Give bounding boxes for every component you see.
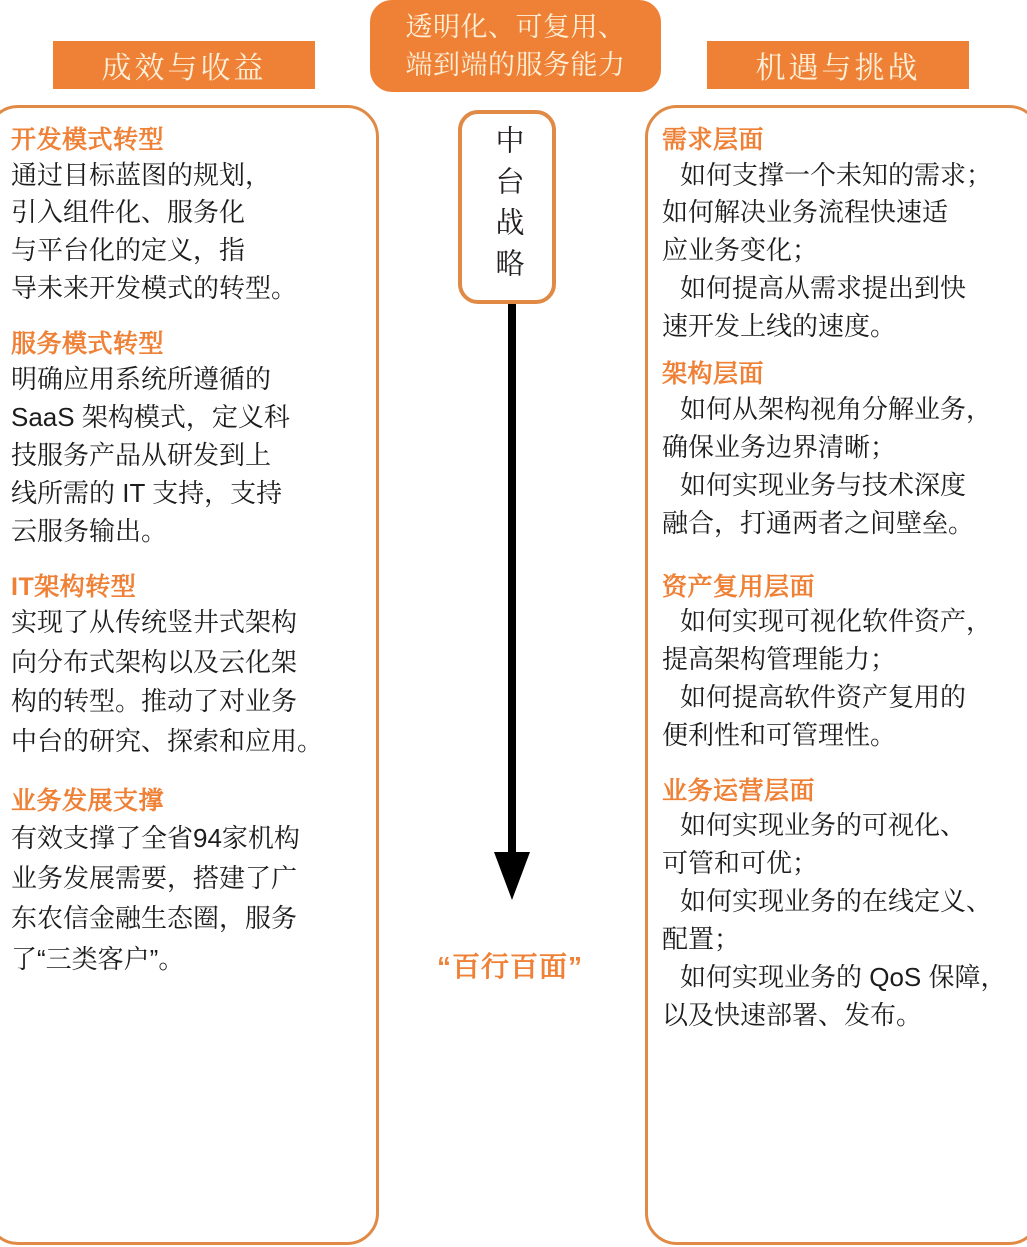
section-body [11,157,364,309]
section-title: 业务发展支撑 [11,787,165,816]
header-banner-right-label: 机遇与挑战 [755,52,921,85]
body-line: 如何实现业务的可视化、 [680,810,967,841]
section-body [662,807,1026,1035]
header-banner-left [53,41,315,89]
body-line: 可管和可优； [662,848,819,879]
tagline: “百行百面” [436,951,583,982]
body-line: 与平台化的定义，指 [11,235,246,266]
body-line: 业务发展需要，搭建了广 [11,862,298,893]
panel-opportunities-challenges [645,105,1027,1245]
section-asset-reuse-level [662,573,1026,755]
body-line: 如何实现可视化软件资产， [680,606,993,637]
section-it-architecture-transformation [11,573,364,762]
section-title: 开发模式转型 [11,126,165,154]
body-line: 以及快速部署、发布。 [662,1000,923,1031]
body-line: 如何实现业务的在线定义、 [680,886,993,917]
body-line: 如何从架构视角分解业务， [680,393,993,424]
section-body [662,157,1026,347]
header-banner-center-line2: 端到端的服务能力 [405,50,626,80]
body-line: 线所需的 IT 支持，支持 [11,477,283,508]
panel-benefits [0,105,379,1245]
body-line: 实现了从传统竖井式架构 [11,607,298,638]
body-line: 速开发上线的速度。 [662,311,897,342]
body-line: 如何解决业务流程快速适 [662,197,949,228]
body-line: 云服务输出。 [11,515,168,546]
body-line: 构的转型。推动了对业务 [11,686,298,717]
body-line: 有效支撑了全省94家机构 [11,822,300,853]
section-title: 资产复用层面 [662,572,816,601]
section-demand-level [662,126,1026,346]
section-title: 服务模式转型 [11,330,165,359]
section-title: 业务运营层面 [662,776,816,805]
section-architecture-level [662,360,1026,542]
body-line: 引入组件化、服务化 [11,197,246,228]
section-title: 架构层面 [662,360,765,389]
header-banner-left-label: 成效与收益 [101,52,267,85]
body-line: SaaS 架构模式，定义科 [11,401,290,432]
header-banner-center-line1: 透明化、可复用、 [405,11,626,42]
body-line: 便利性和可管理性。 [662,719,897,750]
section-business-operation-level [662,777,1026,1035]
body-line: 如何支撑一个未知的需求； [680,159,993,190]
section-service-mode-transformation [11,330,364,550]
strategy-box-label: 中台战略 [491,125,524,289]
section-body [662,603,1026,755]
body-line: 如何实现业务的 QoS 保障， [680,962,1007,993]
body-line: 技服务产品从研发到上 [11,439,272,470]
strategy-box [458,110,556,304]
body-line: 如何提高软件资产复用的 [680,681,967,712]
body-line: 中台的研究、探索和应用。 [11,725,324,756]
section-body [11,818,364,979]
body-line: 向分布式架构以及云化架 [11,646,298,677]
body-line: 通过目标蓝图的规划， [11,159,272,190]
body-line: 提高架构管理能力； [662,644,897,675]
body-line: 确保业务边界清晰； [662,431,897,462]
body-line: 东农信金融生态圈，服务 [11,903,298,934]
body-line: 融合，打通两者之间壁垒。 [662,507,975,538]
body-line: 配置； [662,924,741,955]
section-title: IT架构转型 [11,572,137,601]
header-banner-right [707,41,969,89]
section-body [11,603,364,761]
header-banner-center [370,0,661,92]
section-dev-mode-transformation [11,126,364,308]
section-body [662,391,1026,543]
body-line: 如何实现业务与技术深度 [680,469,967,500]
section-body [11,361,364,551]
body-line: 应业务变化； [662,235,819,266]
body-line: 明确应用系统所遵循的 [11,363,272,394]
down-arrow-icon [490,304,534,904]
section-title: 需求层面 [662,126,765,154]
section-business-development-support [11,787,364,979]
body-line: 如何提高从需求提出到快 [680,273,967,304]
body-line: 了“三类客户”。 [11,943,185,974]
body-line: 导未来开发模式的转型。 [11,273,298,304]
